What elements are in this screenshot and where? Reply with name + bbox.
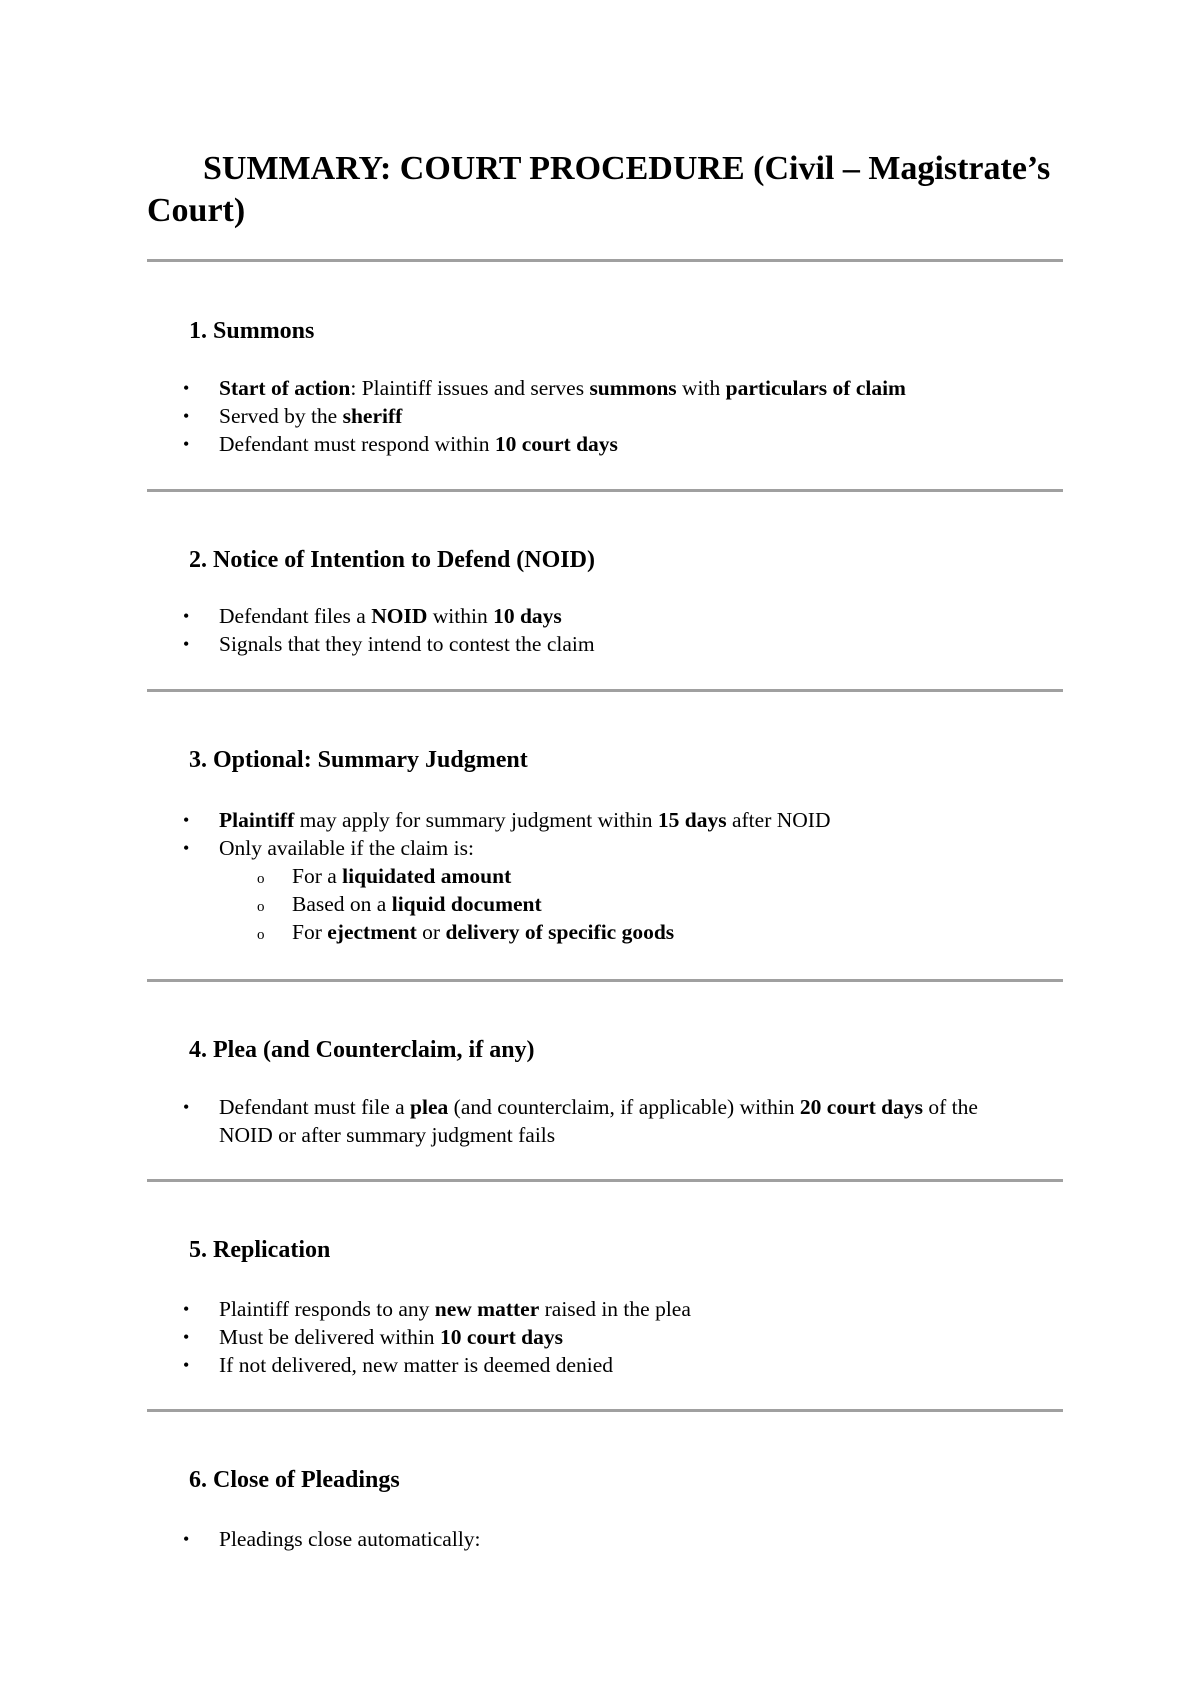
section-divider xyxy=(147,1409,1063,1412)
text: Defendant must respond within xyxy=(219,432,495,456)
text: Defendant files a xyxy=(219,604,372,628)
bullet-marker: • xyxy=(183,1097,190,1117)
section-divider xyxy=(147,979,1063,982)
bullet-marker: • xyxy=(183,1529,190,1549)
section-heading-summary-judgment: 3. Optional: Summary Judgment xyxy=(189,747,528,773)
sub-list-item xyxy=(147,890,1063,918)
bullet-marker: • xyxy=(183,378,190,398)
bold-text: particulars of claim xyxy=(725,376,906,400)
page-title: SUMMARY: COURT PROCEDURE (Civil – Magistrate’s Court) xyxy=(147,150,1051,229)
text: Based on a xyxy=(292,892,392,916)
list-item xyxy=(147,1093,994,1149)
list-item xyxy=(147,1323,1063,1351)
summary-judgment-bullet-list xyxy=(147,806,1063,946)
bold-text: 15 days xyxy=(657,808,727,832)
bold-text: 10 court days xyxy=(494,432,618,456)
text: (and counterclaim, if applicable) within xyxy=(448,1095,800,1119)
bold-text: delivery of specific goods xyxy=(445,920,675,944)
text: after NOID xyxy=(726,808,831,832)
text: Signals that they intend to contest the claim xyxy=(219,632,595,656)
text: Must be delivered within xyxy=(219,1325,440,1349)
bold-text: 10 court days xyxy=(439,1325,563,1349)
replication-bullet-list xyxy=(147,1295,1063,1379)
list-item xyxy=(147,630,1063,658)
section-heading-noid: 2. Notice of Intention to Defend (NOID) xyxy=(189,547,595,573)
list-item xyxy=(147,602,1063,630)
text: Defendant must file a xyxy=(219,1095,411,1119)
bold-text: 20 court days xyxy=(799,1095,923,1119)
section-divider xyxy=(147,1179,1063,1182)
text: Pleadings close automatically: xyxy=(219,1527,481,1551)
sub-bullet-marker: o xyxy=(257,899,265,915)
list-item xyxy=(147,402,1063,430)
bold-text: new matter xyxy=(434,1297,540,1321)
bullet-marker: • xyxy=(183,838,190,858)
bold-text: Start of action xyxy=(219,376,351,400)
noid-bullet-list xyxy=(147,602,1063,658)
bold-text: ejectment xyxy=(327,920,417,944)
bold-text: 10 days xyxy=(493,604,562,628)
text: : Plaintiff issues and serves xyxy=(350,376,590,400)
bold-text: liquid document xyxy=(391,892,542,916)
list-item xyxy=(147,1351,1063,1379)
text: For xyxy=(292,920,328,944)
text: may apply for summary judgment within xyxy=(294,808,658,832)
bullet-marker: • xyxy=(183,406,190,426)
list-item xyxy=(147,374,1063,402)
text: or xyxy=(416,920,446,944)
text: If not delivered, new matter is deemed denied xyxy=(219,1353,614,1377)
plea-bullet-list xyxy=(147,1093,1063,1149)
text: with xyxy=(676,376,726,400)
sub-bullet-marker: o xyxy=(257,871,265,887)
section-heading-close-of-pleadings: 6. Close of Pleadings xyxy=(189,1467,400,1493)
bullet-marker: • xyxy=(183,434,190,454)
bullet-marker: • xyxy=(183,634,190,654)
section-heading-plea: 4. Plea (and Counterclaim, if any) xyxy=(189,1037,535,1063)
text: Served by the xyxy=(219,404,343,428)
sub-list-item xyxy=(147,862,1063,890)
bold-text: liquidated amount xyxy=(342,864,512,888)
sub-bullet-list xyxy=(219,862,1063,946)
section-divider xyxy=(147,489,1063,492)
bullet-marker: • xyxy=(183,1327,190,1347)
list-item xyxy=(147,430,1063,458)
bold-text: summons xyxy=(589,376,677,400)
bold-text: NOID xyxy=(371,604,428,628)
section-divider xyxy=(147,689,1063,692)
bullet-marker: • xyxy=(183,606,190,626)
text: Plaintiff responds to any xyxy=(219,1297,435,1321)
text: raised in the plea xyxy=(539,1297,691,1321)
text: within xyxy=(427,604,494,628)
close-of-pleadings-bullet-list xyxy=(147,1525,1063,1553)
bullet-marker: • xyxy=(183,1355,190,1375)
text: For a xyxy=(292,864,343,888)
text: Only available if the claim is: xyxy=(219,836,474,860)
list-item xyxy=(147,1525,1063,1553)
section-divider xyxy=(147,259,1063,262)
summons-bullet-list xyxy=(147,374,1063,458)
bold-text: Plaintiff xyxy=(219,808,295,832)
bullet-marker: • xyxy=(183,810,190,830)
sub-bullet-marker: o xyxy=(257,927,265,943)
text: of the NOID or after summary judgment fails xyxy=(219,1095,978,1147)
bullet-marker: • xyxy=(183,1299,190,1319)
list-item xyxy=(147,834,1063,946)
bold-text: plea xyxy=(410,1095,449,1119)
section-heading-summons: 1. Summons xyxy=(189,318,315,344)
section-heading-replication: 5. Replication xyxy=(189,1237,331,1263)
list-item xyxy=(147,1295,1063,1323)
bold-text: sheriff xyxy=(342,404,403,428)
sub-list-item xyxy=(147,918,1063,946)
list-item xyxy=(147,806,1063,834)
